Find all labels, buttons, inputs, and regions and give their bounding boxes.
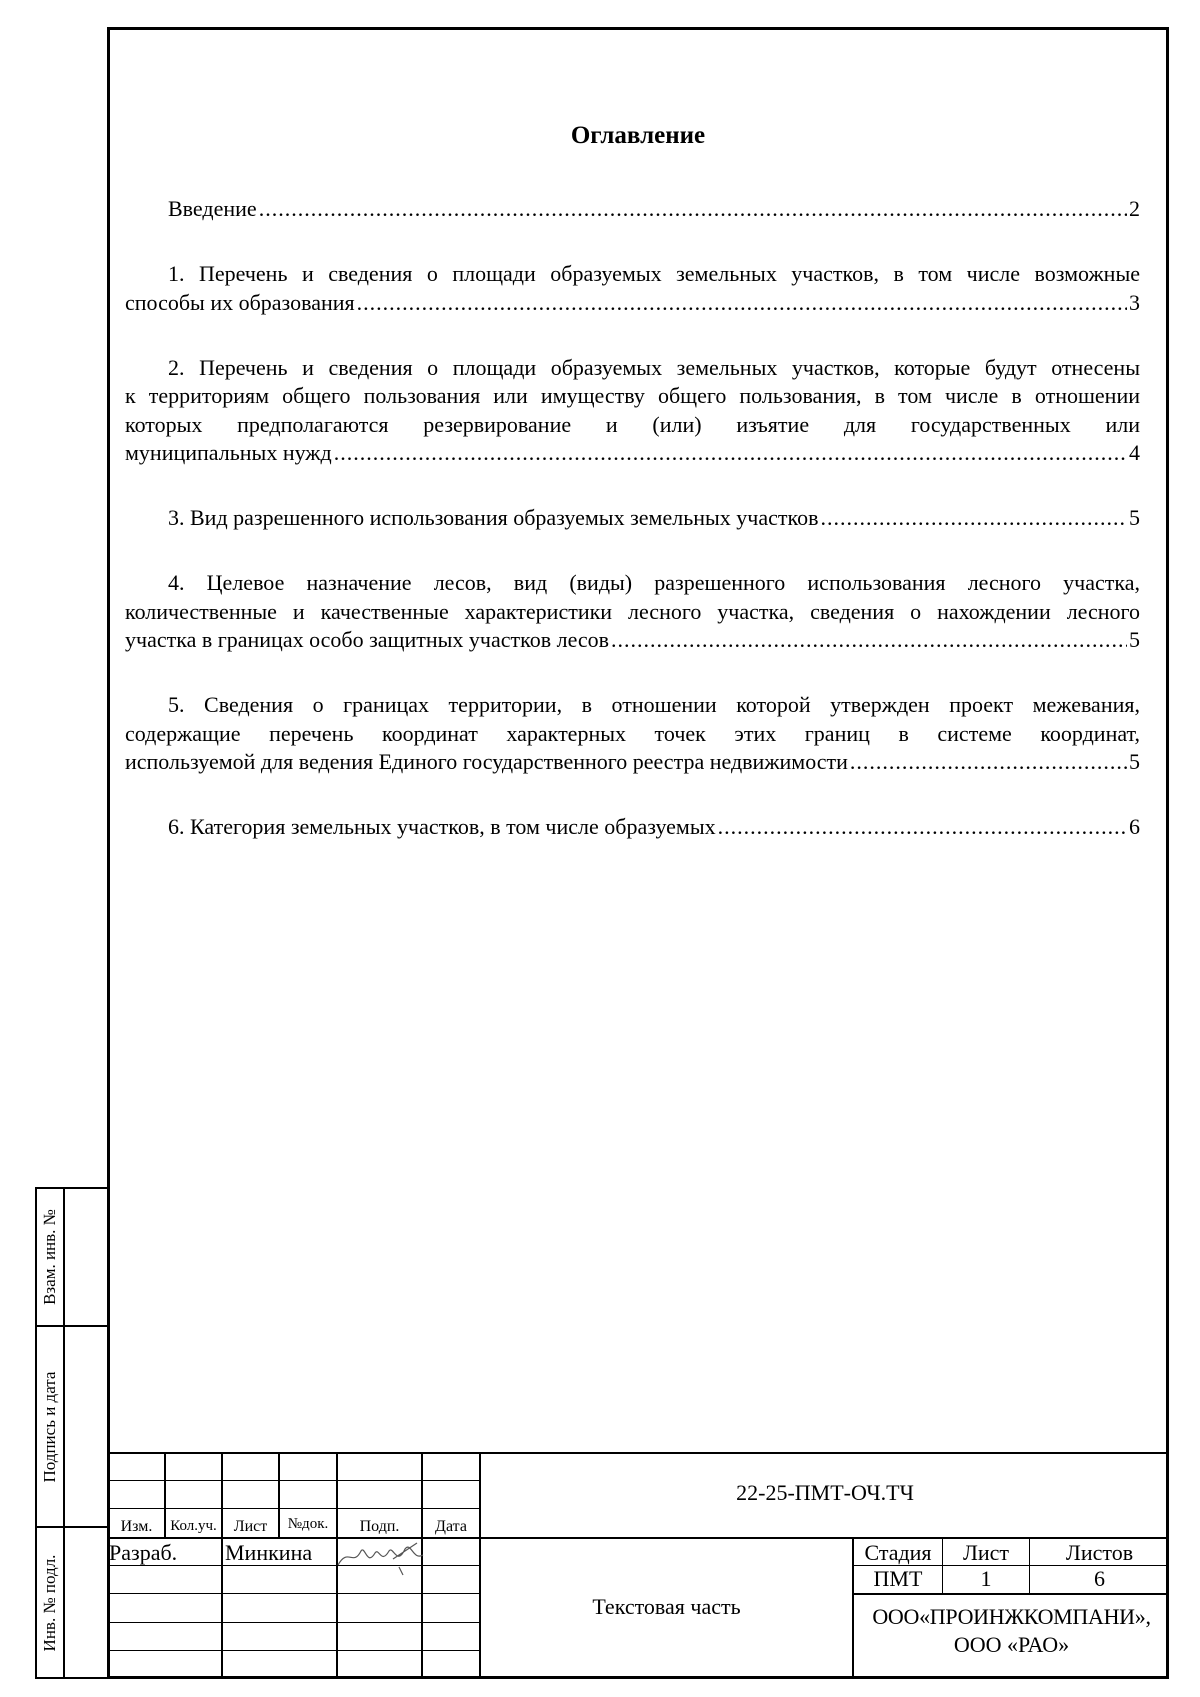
- col-header-data: Дата: [435, 1518, 467, 1535]
- toc-leader-dots: [820, 504, 1127, 533]
- toc-page-number: 6: [1129, 814, 1140, 839]
- toc-entry-line: количественные и качественные характеристики лесного участка, сведения о нахождении лесного: [125, 598, 1140, 624]
- toc-entry-last-line: [125, 195, 1140, 224]
- toc-leader-dots: [611, 626, 1127, 655]
- side-stamp-inv: [35, 1528, 107, 1679]
- side-stamp-vzam-label: Взам. инв. №: [40, 1209, 59, 1305]
- toc-entry-line: 4. Целевое назначение лесов, вид (виды) разрешенного использования лесного участка,: [168, 570, 1140, 595]
- sheets-label: Листов: [1065, 1540, 1134, 1565]
- toc-entry[interactable]: [125, 504, 1140, 561]
- side-stamp-podpis-label: Подпись и дата: [40, 1371, 59, 1482]
- toc-entry-last-line: [125, 289, 1140, 318]
- toc-page-number: 5: [1129, 627, 1140, 652]
- toc-entry-line: 2. Перечень и сведения о площади образуемых земельных участков, которые будут отнесены: [168, 354, 1140, 380]
- stage-value: ПМТ: [873, 1566, 923, 1591]
- toc-entry-line: содержащие перечень координат характерных точек этих границ в системе координат,: [125, 720, 1140, 746]
- side-stamp-podpis: [35, 1327, 107, 1528]
- toc-page-number: 4: [1129, 440, 1140, 465]
- table-of-contents: [125, 195, 1140, 878]
- toc-page-number: 5: [1129, 505, 1140, 530]
- side-stamp-inv-label: Инв. № подл.: [40, 1554, 59, 1651]
- toc-entry-last-line: [125, 813, 1140, 842]
- toc-entry-last-line: [125, 504, 1140, 533]
- toc-leader-dots: [259, 195, 1127, 224]
- toc-entry[interactable]: [125, 691, 1140, 805]
- toc-entry-line: 5. Сведения о границах территории, в отношении которой утвержден проект межевания,: [168, 692, 1140, 717]
- toc-leader-dots: [334, 439, 1127, 468]
- toc-entry-title: 6. Категория земельных участков, в том числе образуемых: [168, 814, 716, 839]
- toc-page-number: 5: [1129, 749, 1140, 774]
- toc-entry-line: 1. Перечень и сведения о площади образуемых земельных участков, в том числе возможные: [168, 261, 1140, 286]
- role-razrab: Разраб.: [109, 1540, 178, 1565]
- toc-entry-title: способы их образования: [125, 289, 355, 315]
- toc-entry-last-line: [125, 748, 1140, 777]
- sheet-label: Лист: [962, 1540, 1010, 1565]
- toc-entry[interactable]: [125, 813, 1140, 870]
- toc-entry[interactable]: [125, 195, 1140, 252]
- document-section-title: Текстовая часть: [592, 1594, 741, 1619]
- sheets-value: 6: [1094, 1566, 1105, 1591]
- toc-entry-title: 3. Вид разрешенного использования образуемых земельных участков: [168, 505, 819, 530]
- developer-name: Минкина: [225, 1540, 313, 1565]
- col-header-podp: Подп.: [359, 1518, 400, 1535]
- title-block: [107, 1452, 1169, 1679]
- toc-leader-dots: [357, 289, 1127, 318]
- stage-label: Стадия: [864, 1540, 932, 1565]
- signature-image: [333, 1537, 433, 1577]
- toc-page-number: 2: [1129, 196, 1140, 221]
- toc-entry-line: которых предполагаются резервирование и (или) изъятие для государственных или: [125, 411, 1140, 437]
- organization-line-1: ООО«ПРОИНЖКОМПАНИ»,: [872, 1604, 1151, 1629]
- toc-entry-title: используемой для ведения Единого государственного реестра недвижимости: [125, 749, 848, 774]
- document-code: 22-25-ПМТ-ОЧ.ТЧ: [736, 1480, 914, 1505]
- side-stamp-vzam: [35, 1187, 107, 1327]
- col-header-kol: Кол.уч.: [170, 1518, 217, 1534]
- toc-leader-dots: [850, 748, 1127, 777]
- sheet-value: 1: [980, 1566, 992, 1591]
- toc-entry-line: к территориям общего пользования или имуществу общего пользования, в том числе в отношении: [125, 383, 1140, 408]
- toc-entry[interactable]: [125, 569, 1140, 683]
- col-header-list: Лист: [233, 1518, 268, 1535]
- toc-entry-title: участка в границах особо защитных участков лесов: [125, 627, 610, 652]
- toc-page-number: 3: [1129, 289, 1140, 315]
- organization-line-2: ООО «РАО»: [953, 1632, 1070, 1657]
- toc-entry[interactable]: [125, 260, 1140, 346]
- col-header-izm: Изм.: [120, 1518, 153, 1535]
- page-title: Оглавление: [570, 122, 706, 149]
- toc-entry-title: Введение: [168, 196, 257, 221]
- col-header-ndok: №док.: [287, 1516, 329, 1532]
- toc-leader-dots: [718, 813, 1127, 842]
- toc-entry-title: муниципальных нужд: [125, 440, 332, 465]
- toc-entry[interactable]: [125, 354, 1140, 497]
- toc-entry-last-line: [125, 626, 1140, 655]
- toc-entry-last-line: [125, 439, 1140, 468]
